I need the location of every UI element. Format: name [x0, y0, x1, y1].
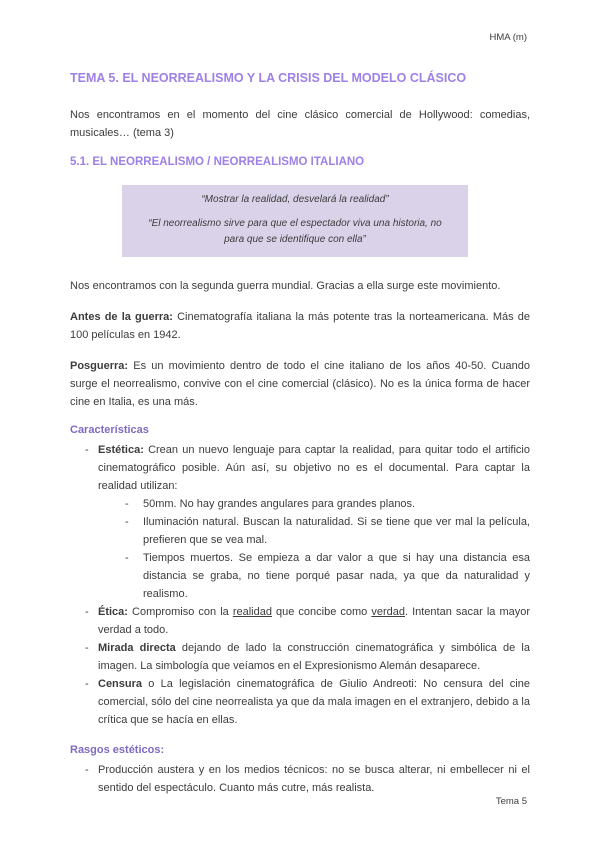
lead-antes-de-la-guerra: Antes de la guerra: — [70, 311, 173, 323]
paragraph-posguerra — [70, 357, 530, 411]
lead-etica: Ética: — [98, 606, 128, 618]
rasgos-esteticos-list — [70, 761, 530, 797]
text-etica-2: que concibe como — [271, 606, 372, 618]
sublist-item-tiempos-muertos — [70, 549, 530, 603]
list-item-produccion-austera — [70, 761, 530, 797]
text-posguerra: Es un movimiento dentro de todo el cine italiano de los años 40-50. Cuando surge el neorrealismo, convive con el cine comercial (clásico). No es la única forma de hacer cine en Italia, es una más. — [70, 360, 530, 408]
lead-mirada-directa: Mirada directa — [98, 642, 176, 654]
lead-posguerra: Posguerra: — [70, 360, 129, 372]
sublist-item-50mm — [70, 495, 530, 513]
lead-estetica: Estética: — [98, 444, 144, 456]
text-50mm: 50mm. No hay grandes angulares para grandes planos. — [143, 498, 416, 510]
quote-box — [122, 185, 468, 257]
underlined-realidad: realidad — [232, 606, 272, 618]
text-mirada-directa: dejando de lado la construcción cinematográfica y simbólica de la imagen. La simbología que veíamos en el Expresionismo Alemán desaparece. — [98, 642, 530, 672]
quote-2: “El neorrealismo sirve para que el espectador viva una historia, no para que se identifique con ella” — [148, 218, 442, 245]
bullet-marker: - — [85, 678, 89, 690]
sublist-item-iluminacion — [70, 513, 530, 549]
bullet-marker: - — [125, 516, 129, 528]
list-item-censura — [70, 675, 530, 729]
caracteristicas-list — [70, 441, 530, 729]
bullet-marker: - — [85, 444, 89, 456]
intro-paragraph: Nos encontramos en el momento del cine clásico comercial de Hollywood: comedias, musicales… (tema 3) — [70, 109, 530, 139]
document-body — [70, 70, 530, 797]
bullet-marker: - — [85, 642, 89, 654]
paragraph-guerra-mundial: Nos encontramos con la segunda guerra mundial. Gracias a ella surge este movimiento. — [70, 280, 501, 292]
page-title: TEMA 5. EL NEORREALISMO Y LA CRISIS DEL MODELO CLÁSICO — [70, 71, 467, 85]
rasgos-esteticos-heading: Rasgos estéticos: — [70, 744, 165, 756]
text-etica-3: . Intentan sacar la mayor verdad a todo. — [98, 606, 531, 636]
bullet-marker: - — [125, 552, 129, 564]
page-footer — [70, 795, 527, 808]
section-5-1-heading: 5.1. EL NEORREALISMO / NEORREALISMO ITALIANO — [70, 156, 365, 168]
text-estetica: Crean un nuevo lenguaje para captar la realidad, para quitar todo el artificio cinematográfico posible. Aún así, su objetivo no es el documental. Para captar la realidad utilizan: — [98, 444, 530, 492]
paragraph-antes-de-la-guerra — [70, 308, 530, 344]
bullet-marker: - — [85, 764, 89, 776]
lead-censura: Censura — [98, 678, 143, 690]
text-iluminacion: Iluminación natural. Buscan la naturalidad. Si se tiene que ver mal la película, prefieren que se vea mal. — [143, 516, 530, 546]
page-header — [70, 31, 527, 44]
footer-page-label: Tema 5 — [495, 796, 527, 807]
caracteristicas-heading: Características — [70, 424, 149, 436]
text-produccion-austera: Producción austera y en los medios técnicos: no se busca alterar, ni embellecer ni el sentido del espectáculo. Cuanto más cutre, más realista. — [98, 764, 530, 794]
text-tiempos-muertos: Tiempos muertos. Se empieza a dar valor a que si hay una distancia esa distancia se graba, no tiene porqué pasar nada, ya que da naturalidad y realismo. — [143, 552, 530, 600]
text-censura: o La legislación cinematográfica de Giulio Andreoti: No censura del cine comercial, sólo del cine neorrealista ya que da mala imagen en el extranjero, debido a la crítica que se hacía en ellas. — [98, 678, 530, 726]
bullet-marker: - — [125, 498, 129, 510]
list-item-mirada-directa — [70, 639, 530, 675]
underlined-verdad: verdad — [371, 606, 405, 618]
quote-1: “Mostrar la realidad, desvelará la realidad” — [201, 194, 389, 205]
text-antes-de-la-guerra: Cinematografía italiana la más potente tras la norteamericana. Más de 100 películas en 1942. — [70, 311, 530, 341]
list-item-etica — [70, 603, 530, 639]
bullet-marker: - — [85, 606, 89, 618]
text-etica-1: Compromiso con la — [127, 606, 233, 618]
header-course-code: HMA (m) — [489, 32, 527, 43]
list-item-estetica — [70, 441, 530, 495]
